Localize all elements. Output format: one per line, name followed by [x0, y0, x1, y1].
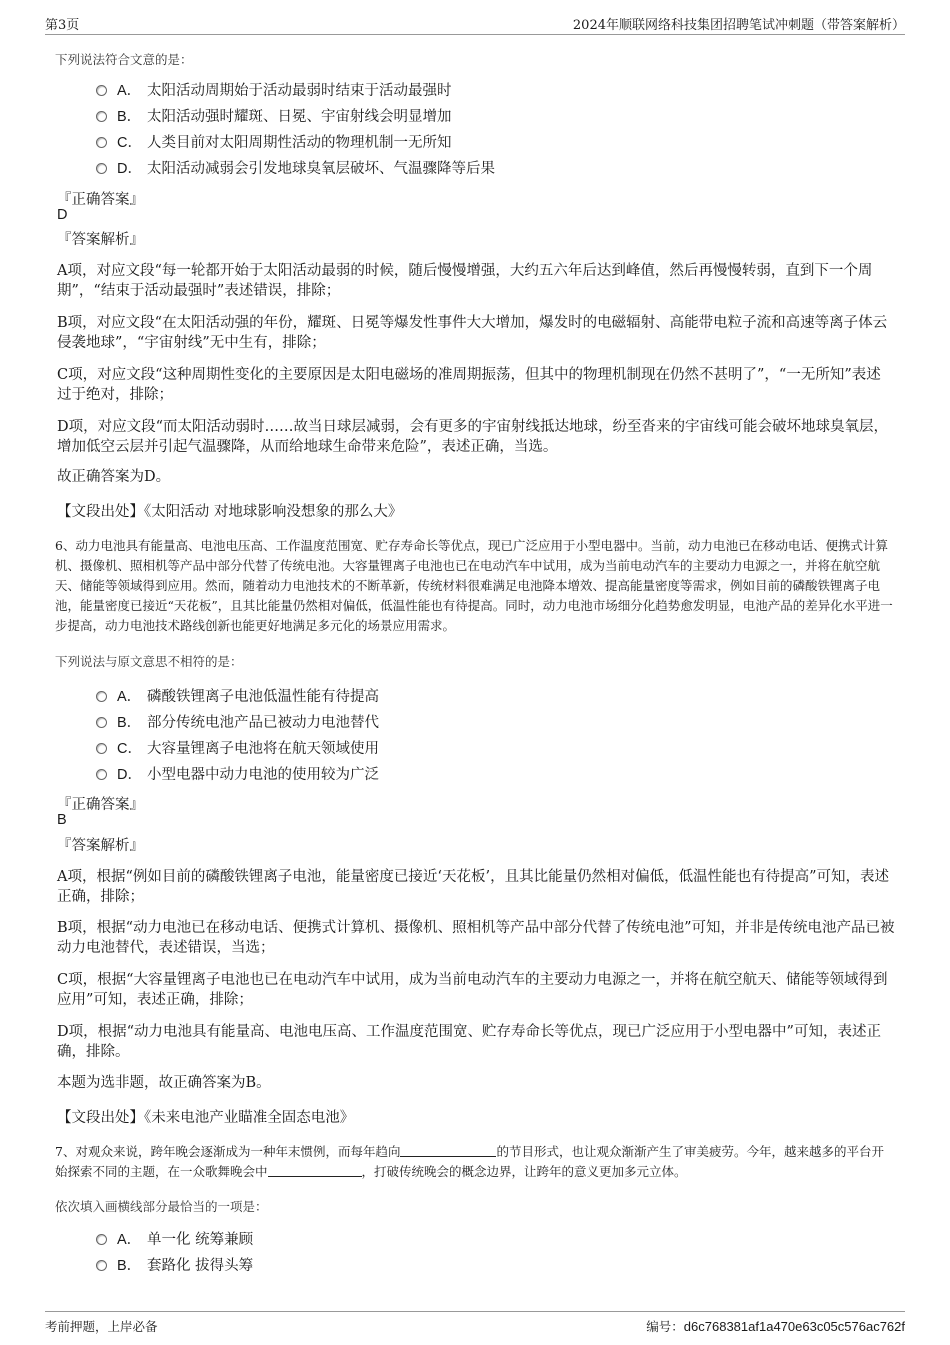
- q6-option-c[interactable]: C． 大容量锂离子电池将在航天领域使用: [96, 736, 379, 762]
- page-header: [45, 12, 905, 35]
- fill-blank-2[interactable]: [268, 1164, 362, 1177]
- q6-option-d[interactable]: D． 小型电器中动力电池的使用较为广泛: [96, 762, 379, 788]
- q6-option-b[interactable]: B． 部分传统电池产品已被动力电池替代: [96, 710, 379, 736]
- q5-analysis-c: C项，对应文段“这种周期性变化的主要原因是太阳电磁场的准周期振荡，但其中的物理机制现在仍然不甚明了”，“一无所知”表述过于绝对，排除；: [57, 367, 881, 403]
- q6-passage: 6、动力电池具有能量高、电池电压高、工作温度范围宽、贮存寿命长等优点，现已广泛应用于小型电器中。当前，动力电池已在移动电话、便携式计算机、摄像机、照相机等产品中部分代替了传统电池。大容量锂离子电池也已在电动汽车中试用，成为当前电动汽车的主要动力电源之一，并将在航空航天、储能等领域得到应用。然而，随着动力电池技术的不断革新，传统材料很难满足电池降本增效、提高能量密度等需求，例如目前的磷酸铁锂离子电池，能量密度已接近“天花板”，且其比能量仍然相对偏低，低温性能也有待提高。同时，动力电池市场细分化趋势愈发明显，电池产品的差异化水平进一步提高，动力电池技术路线创新也能更好地满足多元化的场景应用需求。: [55, 538, 893, 633]
- q5-option-c[interactable]: C． 人类目前对太阳周期性活动的物理机制一无所知: [96, 130, 495, 156]
- q5-source: 【文段出处】《太阳活动 对地球影响没想象的那么大》: [57, 504, 403, 520]
- radio-icon[interactable]: [96, 717, 107, 728]
- page-footer: [45, 1311, 905, 1338]
- fill-blank-1[interactable]: [400, 1144, 496, 1157]
- q7-passage: 7、对观众来说，跨年晚会逐渐成为一种年末惯例，而每年趋向 的节目形式，也让观众渐渐产生了审美疲劳。今年，越来越多的平台开始探索不同的主题，在一众歌舞晚会中 ，打破传统晚会的概念边界，让跨年的意义更加多元立体。: [55, 1144, 884, 1179]
- document-title: 2024年顺联网络科技集团招聘笔试冲刺题（带答案解析）: [572, 18, 905, 33]
- q5-answer: D: [57, 207, 68, 223]
- q5-analysis-a: A项，对应文段“每一轮都开始于太阳活动最弱的时候，随后慢慢增强，大约五六年后达到峰值，然后再慢慢转弱，直到下一个周期”，“结束于活动最强时”表述错误，排除；: [57, 263, 873, 299]
- page-number: 第3页: [45, 18, 80, 33]
- radio-icon[interactable]: [96, 85, 107, 96]
- q5-option-a[interactable]: A． 太阳活动周期始于活动最弱时结束于活动最强时: [96, 78, 495, 104]
- q5-analysis-b: B项，对应文段“在太阳活动强的年份，耀斑、日冕等爆发性事件大大增加，爆发时的电磁辐射、高能带电粒子流和高速等离子体云侵袭地球”，“宇宙射线”无中生有，排除；: [57, 315, 888, 351]
- radio-icon[interactable]: [96, 1234, 107, 1245]
- q6-answer-label: 『正确答案』: [57, 797, 144, 813]
- q6-analysis-a: A项，根据“例如目前的磷酸铁锂离子电池，能量密度已接近‘天花板’，且其比能量仍然相对偏低，低温性能也有待提高”可知，表述正确，排除；: [57, 869, 890, 905]
- q7-prompt: 依次填入画横线部分最恰当的一项是：: [55, 1199, 268, 1214]
- q6-analysis-b: B项，根据“动力电池已在移动电话、便携式计算机、摄像机、照相机等产品中部分代替了传统电池”可知，并非是传统电池产品已被动力电池替代，表述错误，当选；: [57, 920, 895, 956]
- q6-prompt: 下列说法与原文意思不相符的是：: [55, 654, 243, 669]
- q6-analysis-label: 『答案解析』: [57, 838, 144, 854]
- document-id: 编号：d6c768381af1a470e63c05c576ac762f: [646, 1319, 905, 1334]
- footer-slogan: 考前押题，上岸必备: [45, 1319, 158, 1334]
- q5-prompt: 下列说法符合文意的是：: [55, 52, 193, 67]
- q6-source: 【文段出处】《未来电池产业瞄准全固态电池》: [57, 1110, 355, 1126]
- q6-option-a[interactable]: A． 磷酸铁锂离子电池低温性能有待提高: [96, 684, 379, 710]
- q6-answer: B: [57, 812, 67, 828]
- radio-icon[interactable]: [96, 163, 107, 174]
- radio-icon[interactable]: [96, 691, 107, 702]
- q6-options: [96, 684, 379, 788]
- radio-icon[interactable]: [96, 137, 107, 148]
- q6-analysis-d: D项，根据“动力电池具有能量高、电池电压高、工作温度范围宽、贮存寿命长等优点，现已广泛应用于小型电器中”可知，表述正确，排除。: [57, 1024, 881, 1060]
- q6-analysis-c: C项，根据“大容量锂离子电池也已在电动汽车中试用，成为当前电动汽车的主要动力电源之一，并将在航空航天、储能等领域得到应用”可知，表述正确，排除；: [57, 972, 888, 1008]
- q5-analysis-d: D项，对应文段“而太阳活动弱时……故当日球层减弱，会有更多的宇宙射线抵达地球，纷至沓来的宇宙线可能会破坏地球臭氧层，增加低空云层并引起气温骤降，从而给地球生命带来危险”，表述正确，当选。: [57, 419, 889, 455]
- q5-option-b[interactable]: B． 太阳活动强时耀斑、日冕、宇宙射线会明显增加: [96, 104, 495, 130]
- q5-conclusion: 故正确答案为D。: [57, 469, 171, 485]
- q5-analysis-label: 『答案解析』: [57, 232, 144, 248]
- radio-icon[interactable]: [96, 743, 107, 754]
- q5-options: [96, 78, 495, 182]
- q7-option-b[interactable]: B． 套路化 拔得头筹: [96, 1253, 253, 1279]
- q7-option-a[interactable]: A． 单一化 统筹兼顾: [96, 1227, 253, 1253]
- q6-conclusion: 本题为选非题，故正确答案为B。: [57, 1075, 271, 1091]
- q5-answer-label: 『正确答案』: [57, 192, 144, 208]
- radio-icon[interactable]: [96, 111, 107, 122]
- radio-icon[interactable]: [96, 1260, 107, 1271]
- radio-icon[interactable]: [96, 769, 107, 780]
- q7-options: [96, 1227, 253, 1279]
- q5-option-d[interactable]: D． 太阳活动减弱会引发地球臭氧层破坏、气温骤降等后果: [96, 156, 495, 182]
